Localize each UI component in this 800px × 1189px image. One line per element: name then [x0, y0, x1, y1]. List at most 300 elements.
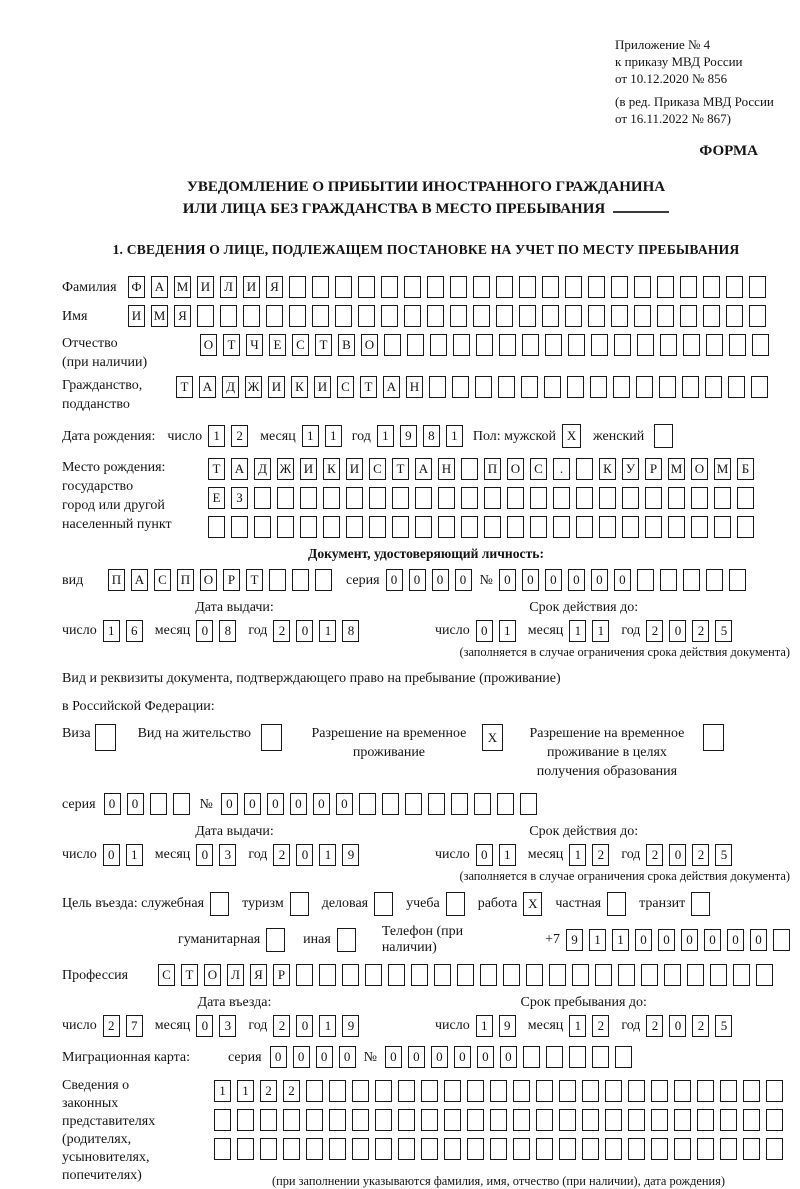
char-box[interactable]	[536, 1080, 553, 1102]
char-box[interactable]: 0	[196, 620, 213, 642]
char-box[interactable]	[296, 964, 313, 986]
char-box[interactable]	[415, 487, 432, 509]
char-box[interactable]: И	[197, 276, 214, 298]
char-box[interactable]: 0	[681, 929, 698, 951]
char-box[interactable]	[392, 516, 409, 538]
char-box[interactable]: 1	[325, 425, 342, 447]
char-box[interactable]	[507, 516, 524, 538]
char-box[interactable]: Т	[315, 334, 332, 356]
char-box[interactable]	[720, 1138, 737, 1160]
char-box[interactable]	[743, 1138, 760, 1160]
char-box[interactable]: 0	[658, 929, 675, 951]
char-box[interactable]	[300, 487, 317, 509]
char-box[interactable]	[150, 793, 167, 815]
char-box[interactable]	[572, 964, 589, 986]
char-box[interactable]: 0	[727, 929, 744, 951]
char-box[interactable]: И	[128, 305, 145, 327]
char-box[interactable]: 0	[432, 569, 449, 591]
char-box[interactable]	[474, 793, 491, 815]
char-box[interactable]	[421, 1109, 438, 1131]
char-box[interactable]	[306, 1080, 323, 1102]
char-box[interactable]: 2	[592, 1015, 609, 1037]
char-box[interactable]	[513, 1080, 530, 1102]
char-box[interactable]: Д	[254, 458, 271, 480]
char-box[interactable]	[582, 1109, 599, 1131]
char-box[interactable]	[467, 1109, 484, 1131]
char-box[interactable]	[450, 305, 467, 327]
char-box[interactable]: 2	[103, 1015, 120, 1037]
char-box[interactable]: П	[177, 569, 194, 591]
char-box[interactable]: А	[199, 376, 216, 398]
char-box[interactable]: 0	[316, 1046, 333, 1068]
char-box[interactable]: 0	[296, 844, 313, 866]
char-box[interactable]	[95, 724, 116, 751]
char-box[interactable]	[421, 1138, 438, 1160]
char-box[interactable]	[590, 376, 607, 398]
char-box[interactable]: А	[231, 458, 248, 480]
char-box[interactable]: 0	[313, 793, 330, 815]
char-box[interactable]	[565, 305, 582, 327]
char-box[interactable]	[306, 1109, 323, 1131]
char-box[interactable]: 0	[290, 793, 307, 815]
char-box[interactable]: К	[323, 458, 340, 480]
char-box[interactable]	[496, 305, 513, 327]
char-box[interactable]	[388, 964, 405, 986]
char-box[interactable]: 0	[500, 1046, 517, 1068]
char-box[interactable]	[260, 1138, 277, 1160]
char-box[interactable]	[605, 1138, 622, 1160]
char-box[interactable]	[381, 305, 398, 327]
char-box[interactable]: 2	[692, 620, 709, 642]
char-box[interactable]: Ж	[245, 376, 262, 398]
char-box[interactable]	[559, 1080, 576, 1102]
char-box[interactable]	[365, 964, 382, 986]
char-box[interactable]	[428, 793, 445, 815]
char-box[interactable]	[657, 276, 674, 298]
char-box[interactable]	[567, 376, 584, 398]
char-box[interactable]: О	[200, 569, 217, 591]
char-box[interactable]	[289, 276, 306, 298]
char-box[interactable]: 0	[244, 793, 261, 815]
char-box[interactable]	[261, 724, 282, 751]
char-box[interactable]: 9	[499, 1015, 516, 1037]
char-box[interactable]	[315, 569, 332, 591]
char-box[interactable]: 0	[669, 844, 686, 866]
char-box[interactable]: Т	[223, 334, 240, 356]
char-box[interactable]	[565, 276, 582, 298]
char-box[interactable]	[243, 305, 260, 327]
char-box[interactable]	[277, 487, 294, 509]
char-box[interactable]	[674, 1080, 691, 1102]
char-box[interactable]	[634, 305, 651, 327]
char-box[interactable]	[766, 1080, 783, 1102]
char-box[interactable]	[269, 569, 286, 591]
char-box[interactable]: 0	[455, 569, 472, 591]
char-box[interactable]: У	[622, 458, 639, 480]
char-box[interactable]	[473, 276, 490, 298]
char-box[interactable]: 2	[692, 844, 709, 866]
char-box[interactable]: 1	[592, 620, 609, 642]
char-box[interactable]	[691, 892, 710, 916]
char-box[interactable]	[710, 964, 727, 986]
char-box[interactable]	[660, 569, 677, 591]
char-box[interactable]: Т	[246, 569, 263, 591]
char-box[interactable]: И	[300, 458, 317, 480]
char-box[interactable]	[484, 516, 501, 538]
char-box[interactable]	[691, 516, 708, 538]
char-box[interactable]: В	[338, 334, 355, 356]
char-box[interactable]: 7	[126, 1015, 143, 1037]
char-box[interactable]	[220, 305, 237, 327]
char-box[interactable]	[260, 1109, 277, 1131]
char-box[interactable]	[668, 516, 685, 538]
char-box[interactable]	[352, 1109, 369, 1131]
char-box[interactable]	[605, 1080, 622, 1102]
char-box[interactable]	[654, 424, 673, 448]
char-box[interactable]	[703, 724, 724, 751]
char-box[interactable]: 2	[646, 620, 663, 642]
char-box[interactable]	[645, 487, 662, 509]
char-box[interactable]	[634, 276, 651, 298]
char-box[interactable]	[231, 516, 248, 538]
char-box[interactable]	[407, 334, 424, 356]
char-box[interactable]	[499, 334, 516, 356]
char-box[interactable]	[444, 1138, 461, 1160]
char-box[interactable]	[497, 793, 514, 815]
char-box[interactable]: 0	[669, 620, 686, 642]
char-box[interactable]	[398, 1080, 415, 1102]
char-box[interactable]	[283, 1109, 300, 1131]
char-box[interactable]: X	[523, 892, 542, 916]
char-box[interactable]	[706, 569, 723, 591]
char-box[interactable]: 1	[569, 1015, 586, 1037]
char-box[interactable]	[749, 305, 766, 327]
char-box[interactable]	[490, 1109, 507, 1131]
char-box[interactable]: 0	[614, 569, 631, 591]
char-box[interactable]	[323, 487, 340, 509]
char-box[interactable]: .	[553, 458, 570, 480]
char-box[interactable]: Т	[176, 376, 193, 398]
char-box[interactable]	[375, 1080, 392, 1102]
char-box[interactable]: Т	[360, 376, 377, 398]
char-box[interactable]	[335, 305, 352, 327]
char-box[interactable]	[659, 376, 676, 398]
char-box[interactable]	[523, 1046, 540, 1068]
char-box[interactable]	[427, 305, 444, 327]
char-box[interactable]	[467, 1080, 484, 1102]
char-box[interactable]	[697, 1109, 714, 1131]
char-box[interactable]	[237, 1138, 254, 1160]
char-box[interactable]	[553, 487, 570, 509]
char-box[interactable]	[484, 487, 501, 509]
char-box[interactable]: 1	[612, 929, 629, 951]
char-box[interactable]	[660, 334, 677, 356]
char-box[interactable]: 0	[127, 793, 144, 815]
char-box[interactable]	[714, 516, 731, 538]
char-box[interactable]	[737, 487, 754, 509]
char-box[interactable]	[614, 334, 631, 356]
char-box[interactable]	[503, 964, 520, 986]
char-box[interactable]: М	[668, 458, 685, 480]
char-box[interactable]: И	[243, 276, 260, 298]
char-box[interactable]	[381, 276, 398, 298]
char-box[interactable]	[476, 334, 493, 356]
char-box[interactable]	[705, 376, 722, 398]
char-box[interactable]	[312, 305, 329, 327]
char-box[interactable]	[683, 334, 700, 356]
char-box[interactable]: З	[231, 487, 248, 509]
char-box[interactable]	[613, 376, 630, 398]
char-box[interactable]	[451, 793, 468, 815]
char-box[interactable]	[369, 487, 386, 509]
char-box[interactable]: Б	[737, 458, 754, 480]
char-box[interactable]	[756, 964, 773, 986]
char-box[interactable]	[306, 1138, 323, 1160]
char-box[interactable]: 0	[336, 793, 353, 815]
char-box[interactable]: 0	[339, 1046, 356, 1068]
char-box[interactable]	[714, 487, 731, 509]
char-box[interactable]	[664, 964, 681, 986]
char-box[interactable]: П	[108, 569, 125, 591]
char-box[interactable]: 0	[568, 569, 585, 591]
char-box[interactable]: 9	[400, 425, 417, 447]
char-box[interactable]: С	[158, 964, 175, 986]
char-box[interactable]	[197, 305, 214, 327]
char-box[interactable]	[773, 929, 790, 951]
char-box[interactable]	[173, 793, 190, 815]
char-box[interactable]	[599, 487, 616, 509]
char-box[interactable]: Л	[220, 276, 237, 298]
char-box[interactable]	[498, 376, 515, 398]
char-box[interactable]	[513, 1109, 530, 1131]
char-box[interactable]	[706, 334, 723, 356]
char-box[interactable]	[697, 1080, 714, 1102]
char-box[interactable]	[375, 1138, 392, 1160]
char-box[interactable]	[346, 487, 363, 509]
char-box[interactable]	[214, 1109, 231, 1131]
char-box[interactable]	[683, 569, 700, 591]
char-box[interactable]	[490, 1080, 507, 1102]
char-box[interactable]	[726, 305, 743, 327]
char-box[interactable]	[544, 376, 561, 398]
char-box[interactable]: 0	[385, 1046, 402, 1068]
char-box[interactable]: 5	[715, 844, 732, 866]
char-box[interactable]: О	[204, 964, 221, 986]
char-box[interactable]: 0	[408, 1046, 425, 1068]
char-box[interactable]: Н	[438, 458, 455, 480]
char-box[interactable]	[329, 1138, 346, 1160]
char-box[interactable]: П	[484, 458, 501, 480]
char-box[interactable]	[352, 1138, 369, 1160]
char-box[interactable]	[473, 305, 490, 327]
char-box[interactable]	[375, 1109, 392, 1131]
char-box[interactable]	[607, 892, 626, 916]
char-box[interactable]	[411, 964, 428, 986]
char-box[interactable]	[549, 964, 566, 986]
char-box[interactable]	[703, 276, 720, 298]
char-box[interactable]: Л	[227, 964, 244, 986]
char-box[interactable]	[461, 458, 478, 480]
char-box[interactable]	[446, 892, 465, 916]
char-box[interactable]: 0	[476, 844, 493, 866]
char-box[interactable]: 0	[409, 569, 426, 591]
char-box[interactable]	[611, 276, 628, 298]
char-box[interactable]: 1	[319, 620, 336, 642]
char-box[interactable]: 0	[522, 569, 539, 591]
char-box[interactable]: 1	[319, 844, 336, 866]
char-box[interactable]	[346, 516, 363, 538]
char-box[interactable]	[588, 276, 605, 298]
char-box[interactable]	[384, 334, 401, 356]
char-box[interactable]: М	[151, 305, 168, 327]
char-box[interactable]	[461, 516, 478, 538]
char-box[interactable]: 2	[283, 1080, 300, 1102]
char-box[interactable]: О	[361, 334, 378, 356]
char-box[interactable]	[628, 1080, 645, 1102]
char-box[interactable]: 9	[566, 929, 583, 951]
char-box[interactable]	[526, 964, 543, 986]
char-box[interactable]	[319, 964, 336, 986]
char-box[interactable]: Я	[266, 276, 283, 298]
char-box[interactable]: 0	[103, 844, 120, 866]
char-box[interactable]	[720, 1080, 737, 1102]
char-box[interactable]: 1	[103, 620, 120, 642]
char-box[interactable]: 1	[499, 844, 516, 866]
char-box[interactable]	[628, 1109, 645, 1131]
char-box[interactable]: 2	[260, 1080, 277, 1102]
char-box[interactable]: Ж	[277, 458, 294, 480]
char-box[interactable]: С	[292, 334, 309, 356]
char-box[interactable]	[645, 516, 662, 538]
char-box[interactable]	[513, 1138, 530, 1160]
char-box[interactable]: 1	[499, 620, 516, 642]
char-box[interactable]: 0	[477, 1046, 494, 1068]
char-box[interactable]: И	[314, 376, 331, 398]
char-box[interactable]: Ч	[246, 334, 263, 356]
char-box[interactable]: 0	[296, 620, 313, 642]
char-box[interactable]	[591, 334, 608, 356]
char-box[interactable]	[438, 516, 455, 538]
char-box[interactable]: 0	[454, 1046, 471, 1068]
char-box[interactable]	[622, 516, 639, 538]
char-box[interactable]: И	[268, 376, 285, 398]
char-box[interactable]	[312, 276, 329, 298]
char-box[interactable]	[680, 305, 697, 327]
char-box[interactable]: С	[530, 458, 547, 480]
char-box[interactable]	[480, 964, 497, 986]
char-box[interactable]: О	[200, 334, 217, 356]
char-box[interactable]	[611, 305, 628, 327]
char-box[interactable]	[592, 1046, 609, 1068]
char-box[interactable]	[536, 1138, 553, 1160]
char-box[interactable]	[461, 487, 478, 509]
char-box[interactable]	[438, 487, 455, 509]
char-box[interactable]: Т	[392, 458, 409, 480]
char-box[interactable]: 3	[219, 844, 236, 866]
char-box[interactable]: 2	[646, 1015, 663, 1037]
char-box[interactable]	[628, 1138, 645, 1160]
char-box[interactable]	[651, 1138, 668, 1160]
char-box[interactable]: 0	[386, 569, 403, 591]
char-box[interactable]	[444, 1109, 461, 1131]
char-box[interactable]: Р	[273, 964, 290, 986]
char-box[interactable]	[520, 793, 537, 815]
char-box[interactable]	[576, 516, 593, 538]
char-box[interactable]	[398, 1109, 415, 1131]
char-box[interactable]: И	[346, 458, 363, 480]
char-box[interactable]	[743, 1109, 760, 1131]
char-box[interactable]	[522, 334, 539, 356]
char-box[interactable]	[636, 376, 653, 398]
char-box[interactable]	[576, 458, 593, 480]
char-box[interactable]	[674, 1138, 691, 1160]
char-box[interactable]	[519, 276, 536, 298]
char-box[interactable]	[382, 793, 399, 815]
char-box[interactable]: 6	[126, 620, 143, 642]
char-box[interactable]	[421, 1080, 438, 1102]
char-box[interactable]: Ф	[128, 276, 145, 298]
char-box[interactable]	[751, 376, 768, 398]
char-box[interactable]	[618, 964, 635, 986]
char-box[interactable]	[490, 1138, 507, 1160]
char-box[interactable]	[300, 516, 317, 538]
char-box[interactable]	[733, 964, 750, 986]
char-box[interactable]	[530, 487, 547, 509]
char-box[interactable]: 2	[273, 844, 290, 866]
char-box[interactable]	[519, 305, 536, 327]
char-box[interactable]: 2	[692, 1015, 709, 1037]
char-box[interactable]	[329, 1080, 346, 1102]
char-box[interactable]: 0	[635, 929, 652, 951]
char-box[interactable]: 1	[446, 425, 463, 447]
char-box[interactable]: 0	[293, 1046, 310, 1068]
char-box[interactable]	[453, 334, 470, 356]
char-box[interactable]	[703, 305, 720, 327]
char-box[interactable]	[254, 516, 271, 538]
char-box[interactable]: 0	[750, 929, 767, 951]
char-box[interactable]: Я	[174, 305, 191, 327]
char-box[interactable]	[605, 1109, 622, 1131]
char-box[interactable]: Е	[269, 334, 286, 356]
char-box[interactable]: 0	[476, 620, 493, 642]
char-box[interactable]	[542, 276, 559, 298]
char-box[interactable]	[507, 487, 524, 509]
char-box[interactable]: М	[714, 458, 731, 480]
char-box[interactable]	[496, 276, 513, 298]
char-box[interactable]	[444, 1080, 461, 1102]
char-box[interactable]: 2	[646, 844, 663, 866]
char-box[interactable]	[335, 276, 352, 298]
char-box[interactable]: 3	[219, 1015, 236, 1037]
char-box[interactable]	[582, 1138, 599, 1160]
char-box[interactable]	[674, 1109, 691, 1131]
char-box[interactable]	[342, 964, 359, 986]
char-box[interactable]	[682, 376, 699, 398]
char-box[interactable]: С	[154, 569, 171, 591]
char-box[interactable]	[404, 276, 421, 298]
char-box[interactable]: Д	[222, 376, 239, 398]
char-box[interactable]: А	[151, 276, 168, 298]
char-box[interactable]	[289, 305, 306, 327]
char-box[interactable]	[542, 305, 559, 327]
char-box[interactable]	[766, 1138, 783, 1160]
char-box[interactable]: Т	[181, 964, 198, 986]
char-box[interactable]	[743, 1080, 760, 1102]
char-box[interactable]: 1	[237, 1080, 254, 1102]
char-box[interactable]	[568, 334, 585, 356]
char-box[interactable]	[210, 892, 229, 916]
char-box[interactable]: 1	[208, 425, 225, 447]
